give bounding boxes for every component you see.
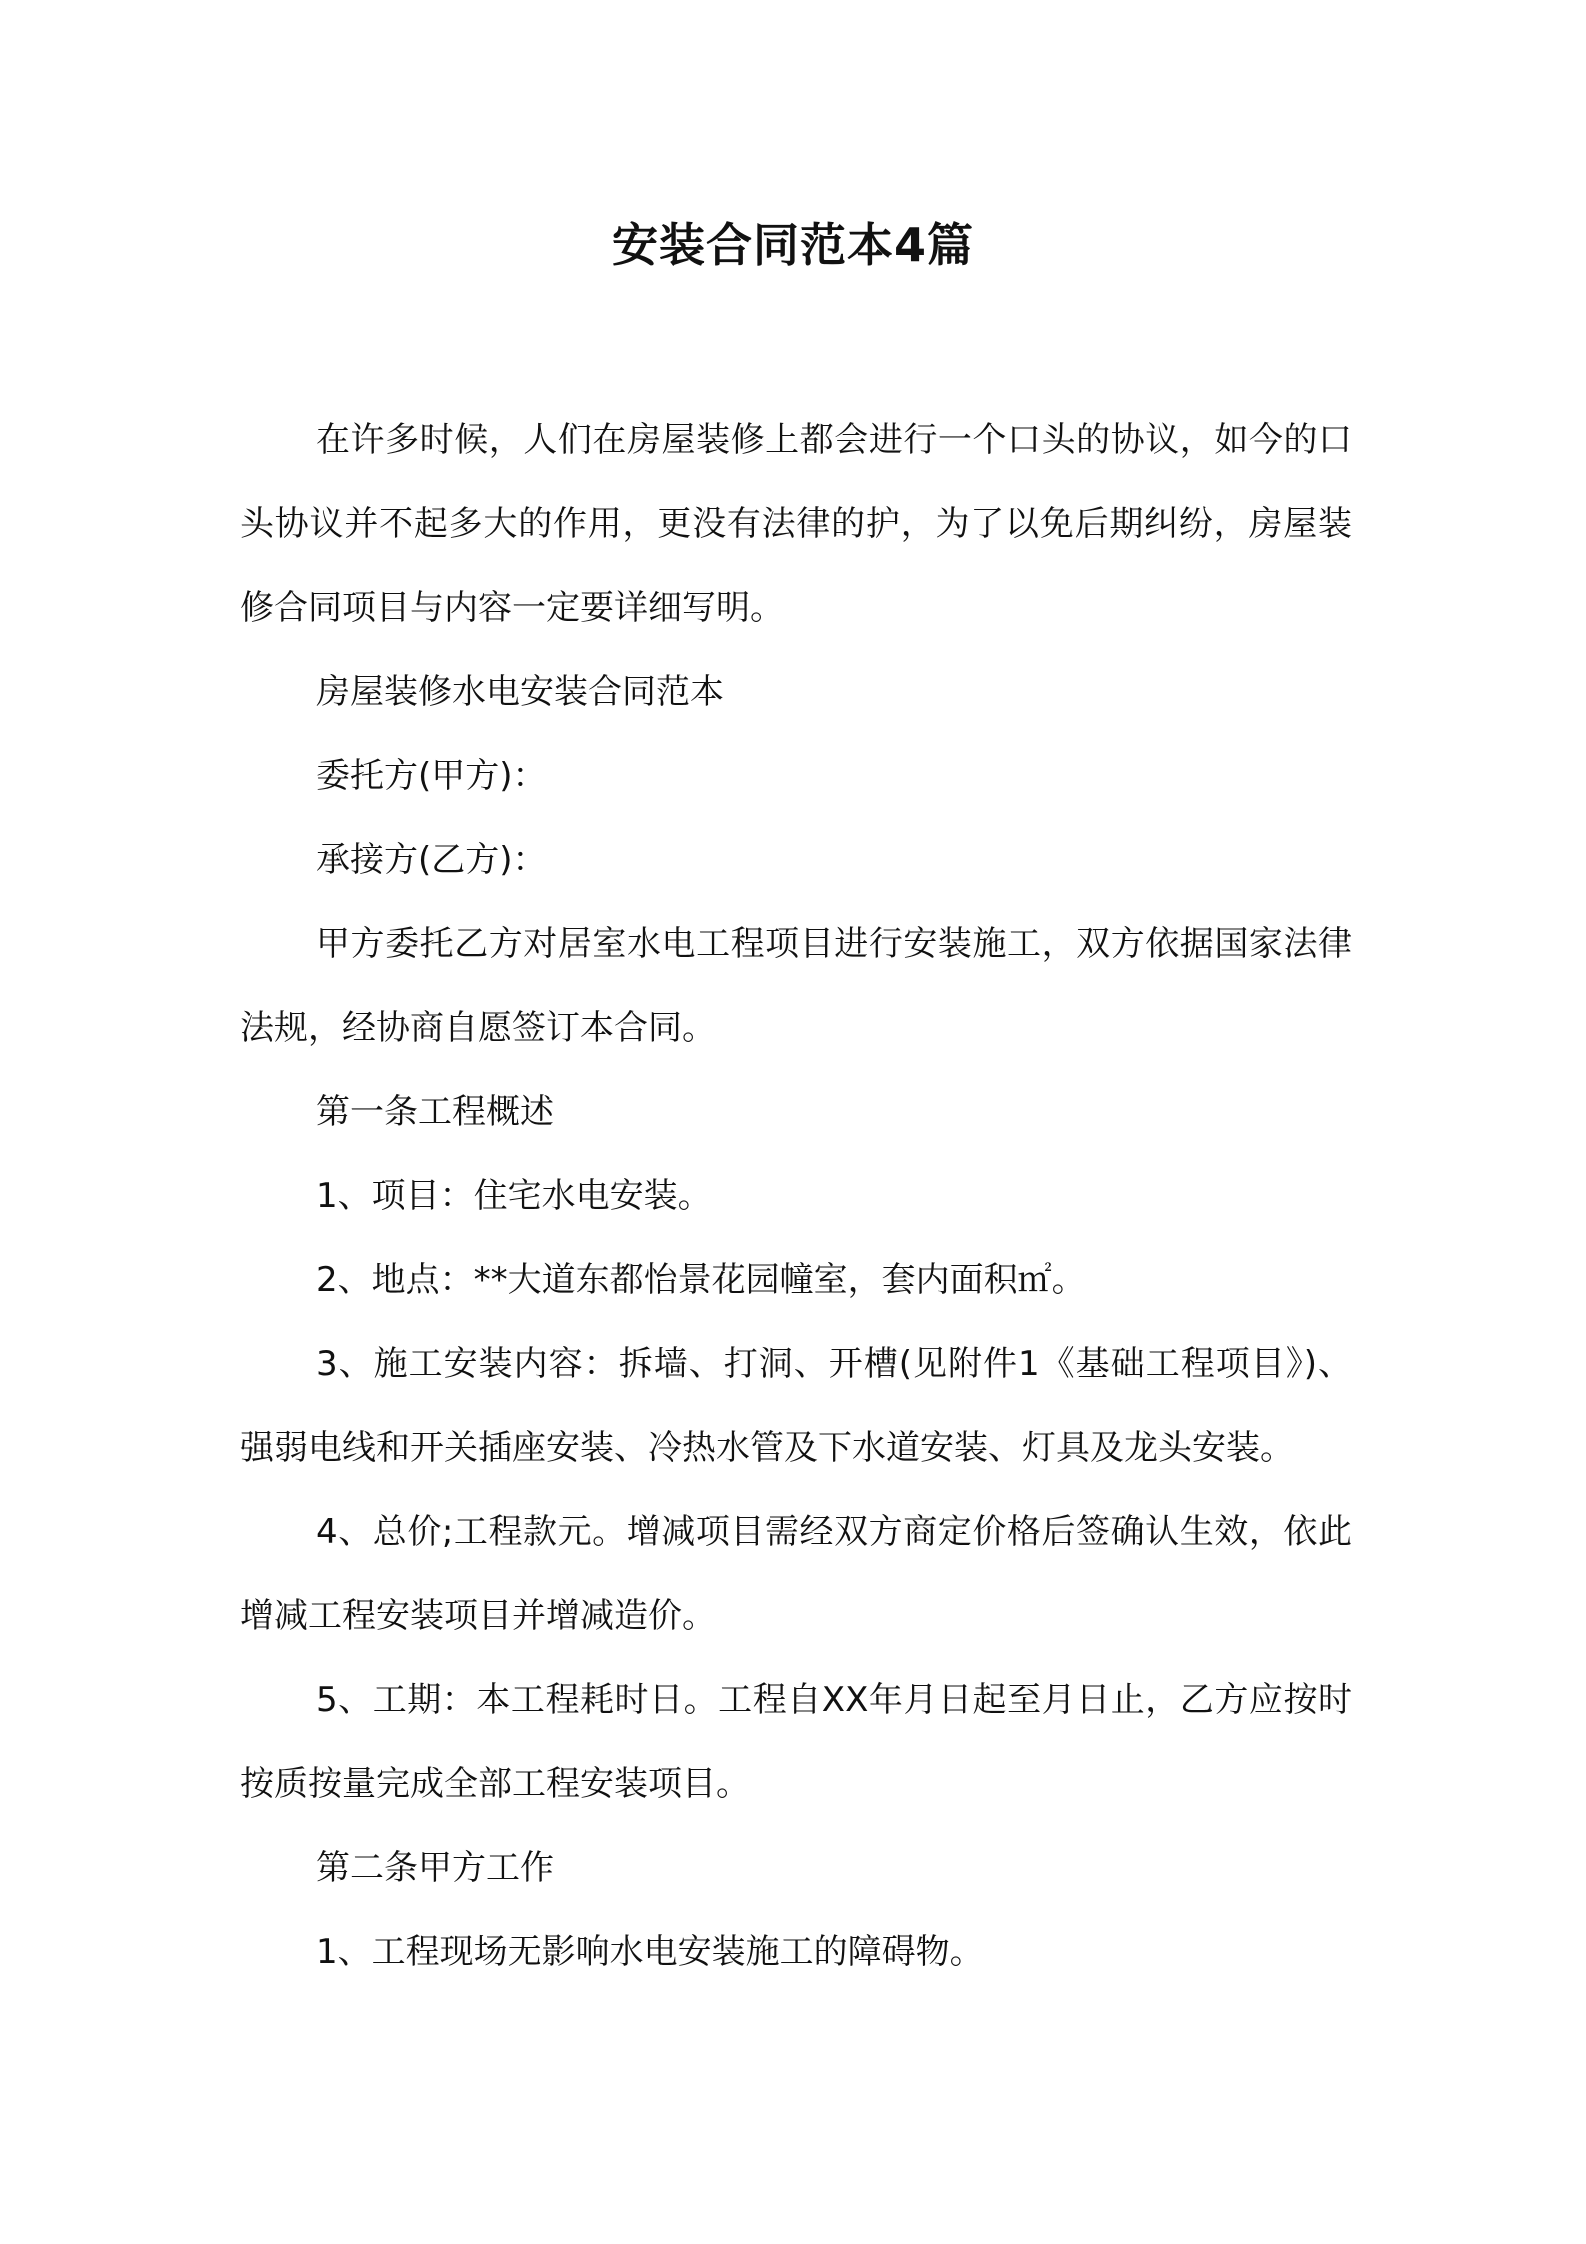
- article-1-item-1: 1、项目：住宅水电安装。: [316, 1176, 712, 1216]
- article-1-item-4: 4、总价;工程款元。增减项目需经双方商定价格后签确认生效，依此增减工程安装项目并增减造价。: [240, 1512, 1352, 1636]
- party-b-line: 承接方(乙方)：: [316, 840, 547, 880]
- article-2-item-1: 1、工程现场无影响水电安装施工的障碍物。: [316, 1932, 984, 1972]
- contract-heading: 房屋装修水电安装合同范本: [316, 672, 724, 712]
- document-title: 安装合同范本4篇: [611, 218, 974, 272]
- article-1-item-5: 5、工期：本工程耗时日。工程自XX年月日起至月日止，乙方应按时按质按量完成全部工程安装项目。: [240, 1680, 1352, 1804]
- article-1-heading: 第一条工程概述: [316, 1092, 554, 1132]
- preamble-paragraph: 甲方委托乙方对居室水电工程项目进行安装施工，双方依据国家法律法规，经协商自愿签订本合同。: [240, 924, 1352, 1048]
- article-1-item-2: 2、地点：**大道东都怡景花园幢室，套内面积㎡。: [316, 1260, 1086, 1300]
- party-a-line: 委托方(甲方)：: [316, 756, 547, 796]
- article-2-heading: 第二条甲方工作: [316, 1848, 554, 1888]
- article-1-item-3: 3、施工安装内容：拆墙、打洞、开槽(见附件1《基础工程项目》)、强弱电线和开关插座安装、冷热水管及下水道安装、灯具及龙头安装。: [240, 1344, 1352, 1468]
- document-body: [240, 398, 1352, 1994]
- intro-paragraph: 在许多时候，人们在房屋装修上都会进行一个口头的协议，如今的口头协议并不起多大的作用，更没有法律的护，为了以免后期纠纷，房屋装修合同项目与内容一定要详细写明。: [240, 420, 1352, 628]
